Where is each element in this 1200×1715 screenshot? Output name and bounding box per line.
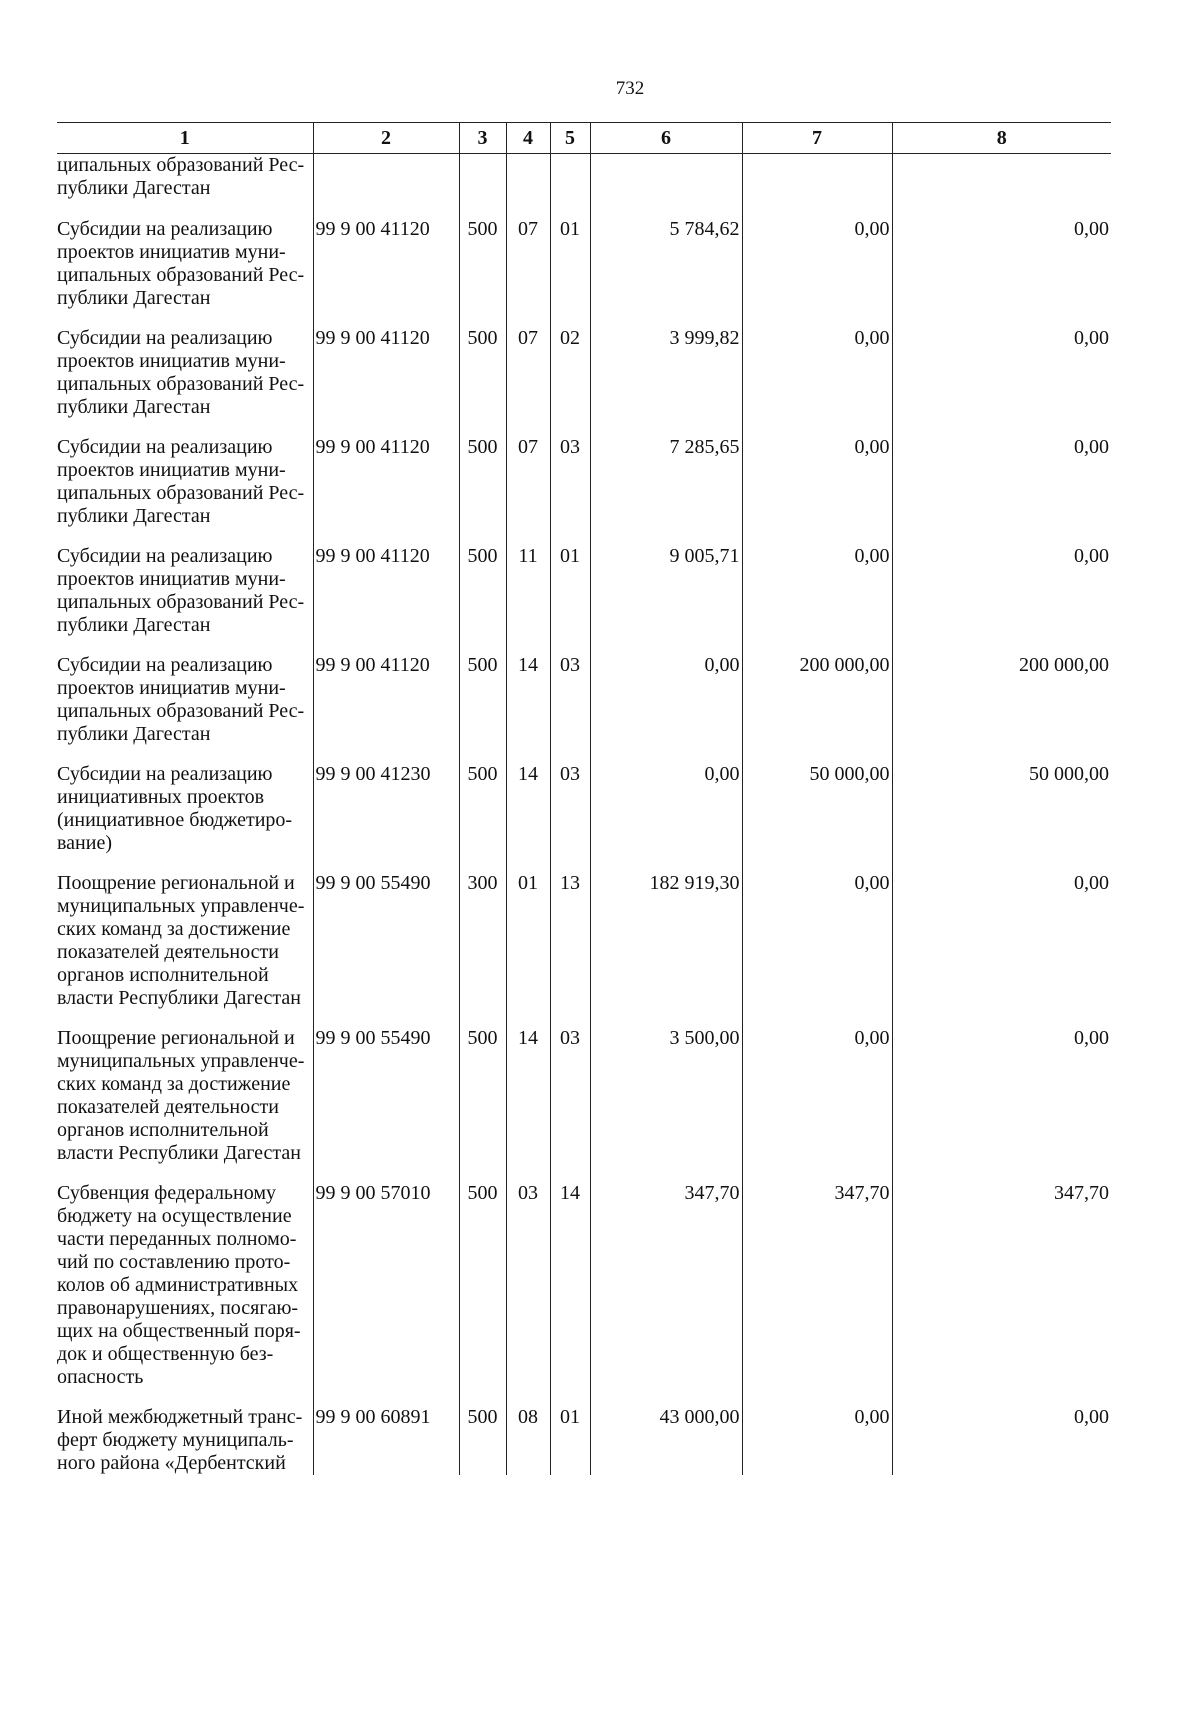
row-expense-type: 500	[459, 763, 506, 872]
row-subsection: 14	[550, 1182, 590, 1406]
table-row	[57, 763, 1111, 872]
row-code: 99 9 00 55490	[313, 1027, 459, 1182]
column-header-3: 3	[459, 123, 506, 154]
row-name	[57, 1027, 313, 1182]
row-section: 14	[506, 654, 550, 763]
row-name	[57, 872, 313, 1027]
row-name-text: Субсидии на реализацию проектов инициатив муни- ципальных образований Рес- публики Дагестан	[57, 436, 305, 527]
row-code	[313, 154, 459, 219]
row-section: 14	[506, 763, 550, 872]
column-header-6: 6	[590, 123, 742, 154]
row-amount-year2	[742, 154, 892, 219]
row-expense-type: 500	[459, 1406, 506, 1475]
row-amount-year2: 0,00	[742, 218, 892, 327]
row-name-text: Субсидии на реализацию проектов инициатив муни- ципальных образований Рес- публики Дагестан	[57, 327, 305, 418]
row-name	[57, 154, 313, 219]
row-name-text: Субсидии на реализацию проектов инициатив муни- ципальных образований Рес- публики Дагестан	[57, 545, 305, 636]
table-row	[57, 872, 1111, 1027]
row-code: 99 9 00 41120	[313, 436, 459, 545]
header-row	[57, 123, 1111, 154]
row-amount-year2: 0,00	[742, 1027, 892, 1182]
column-header-5: 5	[550, 123, 590, 154]
row-amount-year1: 182 919,30	[590, 872, 742, 1027]
row-name	[57, 436, 313, 545]
row-section: 07	[506, 436, 550, 545]
row-name	[57, 1182, 313, 1406]
column-header-4: 4	[506, 123, 550, 154]
row-code: 99 9 00 60891	[313, 1406, 459, 1475]
row-expense-type: 500	[459, 1027, 506, 1182]
row-section	[506, 154, 550, 219]
row-subsection	[550, 154, 590, 219]
row-amount-year3: 0,00	[892, 327, 1111, 436]
row-amount-year3: 0,00	[892, 436, 1111, 545]
row-code: 99 9 00 41120	[313, 218, 459, 327]
row-amount-year2: 0,00	[742, 327, 892, 436]
row-expense-type	[459, 154, 506, 219]
row-name	[57, 1406, 313, 1475]
row-amount-year3: 50 000,00	[892, 763, 1111, 872]
row-amount-year1: 0,00	[590, 654, 742, 763]
row-name-text: Субсидии на реализацию проектов инициатив муни- ципальных образований Рес- публики Дагестан	[57, 654, 305, 745]
column-header-7: 7	[742, 123, 892, 154]
row-expense-type: 300	[459, 872, 506, 1027]
row-amount-year2: 200 000,00	[742, 654, 892, 763]
row-expense-type: 500	[459, 545, 506, 654]
row-amount-year1: 3 999,82	[590, 327, 742, 436]
table-row	[57, 654, 1111, 763]
row-name	[57, 763, 313, 872]
row-section: 11	[506, 545, 550, 654]
row-subsection: 03	[550, 763, 590, 872]
table-header	[57, 123, 1111, 154]
row-amount-year2: 0,00	[742, 872, 892, 1027]
row-amount-year2: 0,00	[742, 545, 892, 654]
row-amount-year3: 0,00	[892, 1027, 1111, 1182]
row-section: 01	[506, 872, 550, 1027]
row-section: 03	[506, 1182, 550, 1406]
table-row	[57, 436, 1111, 545]
table-row	[57, 327, 1111, 436]
row-section: 07	[506, 218, 550, 327]
row-name-text: Субсидии на реализацию инициативных проектов (инициативное бюджетиро- вание)	[57, 763, 293, 854]
row-name-text: Поощрение региональной и муниципальных управленче- ских команд за достижение показателей деятельности органов исполнительной власти Республики Дагестан	[57, 872, 305, 1009]
row-amount-year3: 200 000,00	[892, 654, 1111, 763]
row-amount-year3: 0,00	[892, 545, 1111, 654]
row-name-text: ципальных образований Рес- публики Дагестан	[57, 154, 305, 199]
row-code: 99 9 00 41120	[313, 327, 459, 436]
row-subsection: 01	[550, 545, 590, 654]
row-subsection: 03	[550, 1027, 590, 1182]
row-name-text: Субвенция федеральному бюджету на осуществление части переданных полномо- чий по составлению прото- колов об административных правонарушениях, посягаю- щих на общественный поря- док и общественную без- опасность	[57, 1182, 301, 1388]
row-code: 99 9 00 55490	[313, 872, 459, 1027]
table-body	[57, 154, 1111, 1476]
table-row	[57, 1182, 1111, 1406]
row-amount-year1: 0,00	[590, 763, 742, 872]
row-section: 07	[506, 327, 550, 436]
row-expense-type: 500	[459, 1182, 506, 1406]
row-amount-year1: 9 005,71	[590, 545, 742, 654]
row-code: 99 9 00 57010	[313, 1182, 459, 1406]
row-name	[57, 654, 313, 763]
row-amount-year3: 0,00	[892, 872, 1111, 1027]
row-section: 14	[506, 1027, 550, 1182]
row-amount-year3: 0,00	[892, 218, 1111, 327]
row-amount-year1	[590, 154, 742, 219]
row-name-text: Иной межбюджетный транс- ферт бюджету муниципаль- ного района «Дербентский	[57, 1406, 303, 1474]
row-subsection: 13	[550, 872, 590, 1027]
row-amount-year2: 0,00	[742, 436, 892, 545]
table-row	[57, 1406, 1111, 1475]
row-subsection: 03	[550, 436, 590, 545]
row-code: 99 9 00 41230	[313, 763, 459, 872]
row-subsection: 01	[550, 218, 590, 327]
row-amount-year1: 347,70	[590, 1182, 742, 1406]
table-row	[57, 154, 1111, 219]
row-amount-year1: 3 500,00	[590, 1027, 742, 1182]
column-header-1: 1	[57, 123, 313, 154]
row-expense-type: 500	[459, 327, 506, 436]
row-name	[57, 327, 313, 436]
page-number: 732	[615, 78, 645, 99]
row-amount-year2: 0,00	[742, 1406, 892, 1475]
budget-table	[57, 122, 1111, 1475]
row-name-text: Субсидии на реализацию проектов инициатив муни- ципальных образований Рес- публики Дагестан	[57, 218, 305, 309]
column-header-2: 2	[313, 123, 459, 154]
row-subsection: 03	[550, 654, 590, 763]
row-subsection: 02	[550, 327, 590, 436]
row-code: 99 9 00 41120	[313, 654, 459, 763]
row-name	[57, 545, 313, 654]
row-amount-year2: 50 000,00	[742, 763, 892, 872]
row-expense-type: 500	[459, 654, 506, 763]
column-header-8: 8	[892, 123, 1111, 154]
row-amount-year3: 347,70	[892, 1182, 1111, 1406]
row-amount-year1: 7 285,65	[590, 436, 742, 545]
row-expense-type: 500	[459, 436, 506, 545]
row-name	[57, 218, 313, 327]
row-amount-year3: 0,00	[892, 1406, 1111, 1475]
table-row	[57, 218, 1111, 327]
table-row	[57, 545, 1111, 654]
row-amount-year1: 43 000,00	[590, 1406, 742, 1475]
row-amount-year2: 347,70	[742, 1182, 892, 1406]
table-row	[57, 1027, 1111, 1182]
row-section: 08	[506, 1406, 550, 1475]
row-amount-year3	[892, 154, 1111, 219]
row-code: 99 9 00 41120	[313, 545, 459, 654]
row-subsection: 01	[550, 1406, 590, 1475]
row-amount-year1: 5 784,62	[590, 218, 742, 327]
row-expense-type: 500	[459, 218, 506, 327]
row-name-text: Поощрение региональной и муниципальных управленче- ских команд за достижение показателей деятельности органов исполнительной власти Республики Дагестан	[57, 1027, 305, 1164]
